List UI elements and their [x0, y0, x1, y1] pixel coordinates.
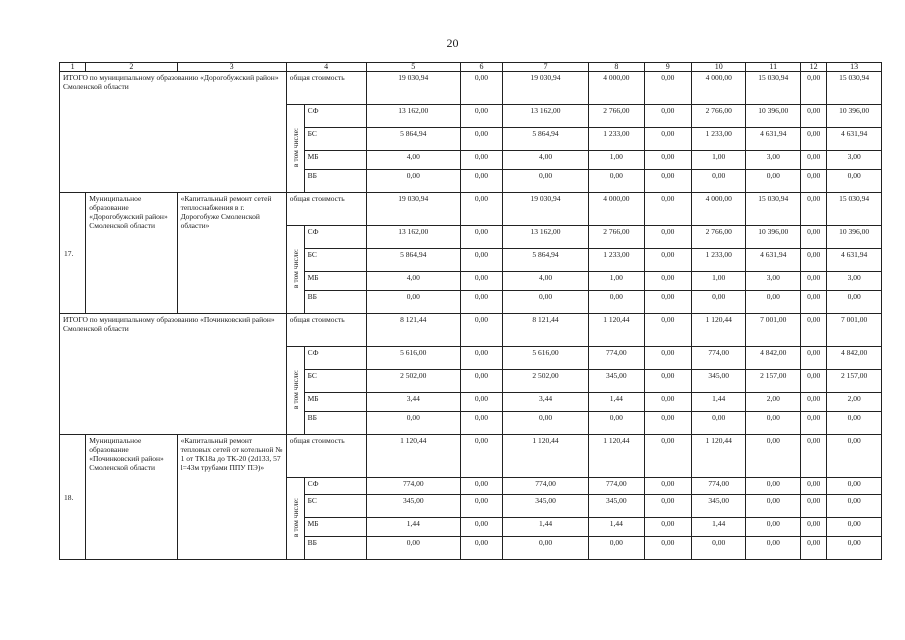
funding-source-label: МБ	[304, 272, 366, 291]
funding-source-label: МБ	[304, 518, 366, 537]
value-cell: 1,00	[691, 272, 746, 291]
value-cell: 0,00	[644, 347, 691, 370]
value-cell: 13 162,00	[366, 226, 460, 249]
value-cell: 0,00	[644, 226, 691, 249]
header-row	[60, 63, 882, 72]
value-cell: 4,00	[366, 272, 460, 291]
value-cell: 2 766,00	[589, 226, 645, 249]
value-cell: 0,00	[644, 128, 691, 151]
value-cell: 5 864,94	[502, 249, 588, 272]
vertical-text: в том числе:	[290, 369, 300, 410]
value-cell: 0,00	[691, 537, 746, 560]
column-header: 12	[801, 63, 827, 72]
value-cell: 0,00	[801, 435, 827, 478]
value-cell: 0,00	[644, 249, 691, 272]
value-cell: 2,00	[746, 393, 801, 412]
value-cell: 1,44	[502, 518, 588, 537]
value-cell: 4 631,94	[746, 128, 801, 151]
value-cell: 0,00	[801, 193, 827, 226]
value-cell: 0,00	[502, 170, 588, 193]
value-cell: 0,00	[746, 170, 801, 193]
value-cell: 0,00	[746, 518, 801, 537]
value-cell: 13 162,00	[502, 105, 588, 128]
value-cell: 0,00	[502, 412, 588, 435]
value-cell: 0,00	[644, 370, 691, 393]
value-cell: 0,00	[460, 478, 502, 495]
value-cell: 4 000,00	[589, 72, 645, 105]
value-cell: 5 616,00	[366, 347, 460, 370]
value-cell: 774,00	[691, 347, 746, 370]
value-cell: 0,00	[460, 347, 502, 370]
value-cell: 1 120,44	[691, 435, 746, 478]
value-cell: 15 030,94	[827, 72, 882, 105]
value-cell: 0,00	[746, 291, 801, 314]
column-header: 10	[691, 63, 746, 72]
value-cell: 4,00	[366, 151, 460, 170]
column-header: 6	[460, 63, 502, 72]
value-cell: 2 502,00	[502, 370, 588, 393]
column-header: 5	[366, 63, 460, 72]
value-cell: 345,00	[691, 370, 746, 393]
value-cell: 0,00	[801, 370, 827, 393]
table-row	[60, 314, 882, 347]
value-cell: 1 233,00	[691, 128, 746, 151]
total-cost-label: общая стоимость	[286, 72, 366, 105]
value-cell: 15 030,94	[746, 72, 801, 105]
value-cell: 0,00	[644, 435, 691, 478]
total-label: ИТОГО по муниципальному образованию «Починковский район» Смоленской области	[60, 314, 287, 435]
object-name: «Капитальный ремонт тепловых сетей от котельной № 1 от ТК18а до ТК-20 (2d133, 57 l=43м трубами ППУ ПЭ)»	[177, 435, 286, 560]
value-cell: 774,00	[589, 478, 645, 495]
column-header: 13	[827, 63, 882, 72]
total-cost-label: общая стоимость	[286, 314, 366, 347]
funding-source-label: СФ	[304, 347, 366, 370]
value-cell: 0,00	[644, 272, 691, 291]
total-label: ИТОГО по муниципальному образованию «Дорогобужский район» Смоленской области	[60, 72, 287, 193]
value-cell: 0,00	[502, 291, 588, 314]
row-number: 17.	[60, 193, 86, 314]
value-cell: 0,00	[827, 537, 882, 560]
value-cell: 0,00	[644, 412, 691, 435]
value-cell: 0,00	[801, 291, 827, 314]
value-cell: 15 030,94	[746, 193, 801, 226]
value-cell: 4,00	[502, 151, 588, 170]
value-cell: 0,00	[460, 72, 502, 105]
value-cell: 774,00	[589, 347, 645, 370]
value-cell: 4 631,94	[827, 128, 882, 151]
value-cell: 1 120,44	[502, 435, 588, 478]
value-cell: 0,00	[644, 495, 691, 518]
table-row	[60, 72, 882, 105]
value-cell: 4 631,94	[746, 249, 801, 272]
value-cell: 0,00	[801, 393, 827, 412]
value-cell: 0,00	[460, 495, 502, 518]
value-cell: 0,00	[746, 435, 801, 478]
in-that-number-label	[286, 226, 304, 314]
funding-source-label: СФ	[304, 478, 366, 495]
value-cell: 774,00	[691, 478, 746, 495]
value-cell: 774,00	[366, 478, 460, 495]
value-cell: 5 864,94	[366, 128, 460, 151]
funding-source-label: БС	[304, 495, 366, 518]
value-cell: 0,00	[460, 272, 502, 291]
value-cell: 5 616,00	[502, 347, 588, 370]
value-cell: 5 864,94	[366, 249, 460, 272]
value-cell: 15 030,94	[827, 193, 882, 226]
value-cell: 4 000,00	[691, 193, 746, 226]
value-cell: 0,00	[827, 435, 882, 478]
value-cell: 10 396,00	[746, 226, 801, 249]
value-cell: 345,00	[589, 495, 645, 518]
value-cell: 2 157,00	[827, 370, 882, 393]
column-header: 4	[286, 63, 366, 72]
value-cell: 0,00	[827, 518, 882, 537]
value-cell: 0,00	[366, 291, 460, 314]
value-cell: 3,00	[746, 272, 801, 291]
value-cell: 0,00	[460, 412, 502, 435]
funding-source-label: ВБ	[304, 412, 366, 435]
value-cell: 2 502,00	[366, 370, 460, 393]
table-row	[60, 193, 882, 226]
table-row	[60, 435, 882, 478]
value-cell: 0,00	[644, 151, 691, 170]
value-cell: 0,00	[801, 170, 827, 193]
funding-source-label: СФ	[304, 105, 366, 128]
value-cell: 5 864,94	[502, 128, 588, 151]
value-cell: 10 396,00	[827, 226, 882, 249]
value-cell: 1 233,00	[691, 249, 746, 272]
value-cell: 0,00	[460, 435, 502, 478]
value-cell: 19 030,94	[366, 72, 460, 105]
total-cost-label: общая стоимость	[286, 193, 366, 226]
value-cell: 0,00	[746, 478, 801, 495]
value-cell: 3,00	[746, 151, 801, 170]
value-cell: 8 121,44	[366, 314, 460, 347]
value-cell: 0,00	[366, 412, 460, 435]
value-cell: 1,44	[691, 393, 746, 412]
value-cell: 19 030,94	[366, 193, 460, 226]
value-cell: 1 233,00	[589, 128, 645, 151]
value-cell: 0,00	[746, 495, 801, 518]
value-cell: 0,00	[460, 193, 502, 226]
value-cell: 0,00	[801, 72, 827, 105]
value-cell: 19 030,94	[502, 193, 588, 226]
value-cell: 0,00	[801, 226, 827, 249]
value-cell: 0,00	[589, 170, 645, 193]
value-cell: 0,00	[644, 105, 691, 128]
value-cell: 10 396,00	[827, 105, 882, 128]
value-cell: 0,00	[589, 291, 645, 314]
value-cell: 0,00	[460, 151, 502, 170]
in-that-number-label	[286, 478, 304, 560]
value-cell: 345,00	[691, 495, 746, 518]
value-cell: 10 396,00	[746, 105, 801, 128]
value-cell: 1,44	[589, 393, 645, 412]
value-cell: 4 000,00	[691, 72, 746, 105]
value-cell: 774,00	[502, 478, 588, 495]
value-cell: 0,00	[644, 478, 691, 495]
value-cell: 4 631,94	[827, 249, 882, 272]
funding-source-label: ВБ	[304, 291, 366, 314]
value-cell: 0,00	[801, 105, 827, 128]
value-cell: 0,00	[366, 170, 460, 193]
in-that-number-label	[286, 347, 304, 435]
value-cell: 4 842,00	[746, 347, 801, 370]
value-cell: 2 766,00	[589, 105, 645, 128]
value-cell: 1,44	[691, 518, 746, 537]
value-cell: 2 157,00	[746, 370, 801, 393]
value-cell: 0,00	[460, 537, 502, 560]
funding-source-label: БС	[304, 370, 366, 393]
value-cell: 0,00	[644, 291, 691, 314]
value-cell: 1,00	[691, 151, 746, 170]
value-cell: 0,00	[827, 478, 882, 495]
value-cell: 1,44	[366, 518, 460, 537]
value-cell: 0,00	[644, 393, 691, 412]
value-cell: 1 120,44	[589, 314, 645, 347]
value-cell: 0,00	[691, 291, 746, 314]
value-cell: 0,00	[644, 537, 691, 560]
value-cell: 0,00	[801, 249, 827, 272]
value-cell: 13 162,00	[366, 105, 460, 128]
value-cell: 2,00	[827, 393, 882, 412]
value-cell: 345,00	[502, 495, 588, 518]
vertical-text: в том числе:	[290, 248, 300, 289]
value-cell: 13 162,00	[502, 226, 588, 249]
value-cell: 3,00	[827, 272, 882, 291]
value-cell: 1 120,44	[366, 435, 460, 478]
value-cell: 0,00	[460, 518, 502, 537]
value-cell: 0,00	[801, 272, 827, 291]
value-cell: 0,00	[460, 370, 502, 393]
value-cell: 0,00	[801, 128, 827, 151]
value-cell: 4 842,00	[827, 347, 882, 370]
value-cell: 0,00	[589, 412, 645, 435]
value-cell: 2 766,00	[691, 105, 746, 128]
funding-source-label: ВБ	[304, 170, 366, 193]
funding-source-label: СФ	[304, 226, 366, 249]
value-cell: 3,00	[827, 151, 882, 170]
funding-source-label: МБ	[304, 151, 366, 170]
column-header: 9	[644, 63, 691, 72]
budget-table	[59, 62, 882, 560]
in-that-number-label	[286, 105, 304, 193]
value-cell: 0,00	[691, 170, 746, 193]
value-cell: 19 030,94	[502, 72, 588, 105]
value-cell: 345,00	[366, 495, 460, 518]
column-header: 8	[589, 63, 645, 72]
value-cell: 0,00	[801, 495, 827, 518]
funding-source-label: МБ	[304, 393, 366, 412]
value-cell: 0,00	[801, 537, 827, 560]
value-cell: 0,00	[460, 105, 502, 128]
value-cell: 0,00	[644, 518, 691, 537]
value-cell: 0,00	[644, 193, 691, 226]
row-number: 18.	[60, 435, 86, 560]
value-cell: 7 001,00	[746, 314, 801, 347]
value-cell: 0,00	[502, 537, 588, 560]
value-cell: 0,00	[801, 314, 827, 347]
funding-source-label: БС	[304, 128, 366, 151]
value-cell: 1,00	[589, 272, 645, 291]
value-cell: 3,44	[502, 393, 588, 412]
value-cell: 4 000,00	[589, 193, 645, 226]
value-cell: 4,00	[502, 272, 588, 291]
value-cell: 0,00	[644, 170, 691, 193]
value-cell: 0,00	[746, 537, 801, 560]
value-cell: 0,00	[827, 495, 882, 518]
value-cell: 1 120,44	[691, 314, 746, 347]
value-cell: 0,00	[827, 412, 882, 435]
value-cell: 1 120,44	[589, 435, 645, 478]
value-cell: 0,00	[460, 128, 502, 151]
column-header: 1	[60, 63, 86, 72]
value-cell: 0,00	[801, 151, 827, 170]
column-header: 3	[177, 63, 286, 72]
value-cell: 0,00	[460, 226, 502, 249]
value-cell: 0,00	[691, 412, 746, 435]
value-cell: 8 121,44	[502, 314, 588, 347]
value-cell: 0,00	[366, 537, 460, 560]
value-cell: 0,00	[460, 314, 502, 347]
value-cell: 1,00	[589, 151, 645, 170]
value-cell: 345,00	[589, 370, 645, 393]
funding-source-label: ВБ	[304, 537, 366, 560]
value-cell: 1,44	[589, 518, 645, 537]
value-cell: 0,00	[827, 291, 882, 314]
value-cell: 0,00	[801, 518, 827, 537]
column-header: 7	[502, 63, 588, 72]
total-cost-label: общая стоимость	[286, 435, 366, 478]
value-cell: 0,00	[589, 537, 645, 560]
value-cell: 7 001,00	[827, 314, 882, 347]
value-cell: 0,00	[801, 478, 827, 495]
municipality-name: Муниципальное образование «Дорогобужский район» Смоленской области	[86, 193, 177, 314]
value-cell: 0,00	[801, 347, 827, 370]
value-cell: 0,00	[827, 170, 882, 193]
value-cell: 0,00	[460, 393, 502, 412]
value-cell: 0,00	[801, 412, 827, 435]
column-header: 2	[86, 63, 177, 72]
value-cell: 0,00	[460, 249, 502, 272]
value-cell: 0,00	[746, 412, 801, 435]
value-cell: 0,00	[460, 291, 502, 314]
value-cell: 0,00	[644, 72, 691, 105]
value-cell: 0,00	[460, 170, 502, 193]
object-name: «Капитальный ремонт сетей теплоснабжения в г. Дорогобуже Смоленской области»	[177, 193, 286, 314]
page-number: 20	[446, 36, 459, 50]
vertical-text: в том числе:	[290, 127, 300, 168]
municipality-name: Муниципальное образование «Починковский район» Смоленской области	[86, 435, 177, 560]
value-cell: 2 766,00	[691, 226, 746, 249]
vertical-text: в том числе:	[290, 497, 300, 538]
column-header: 11	[746, 63, 801, 72]
funding-source-label: БС	[304, 249, 366, 272]
value-cell: 1 233,00	[589, 249, 645, 272]
value-cell: 3,44	[366, 393, 460, 412]
value-cell: 0,00	[644, 314, 691, 347]
